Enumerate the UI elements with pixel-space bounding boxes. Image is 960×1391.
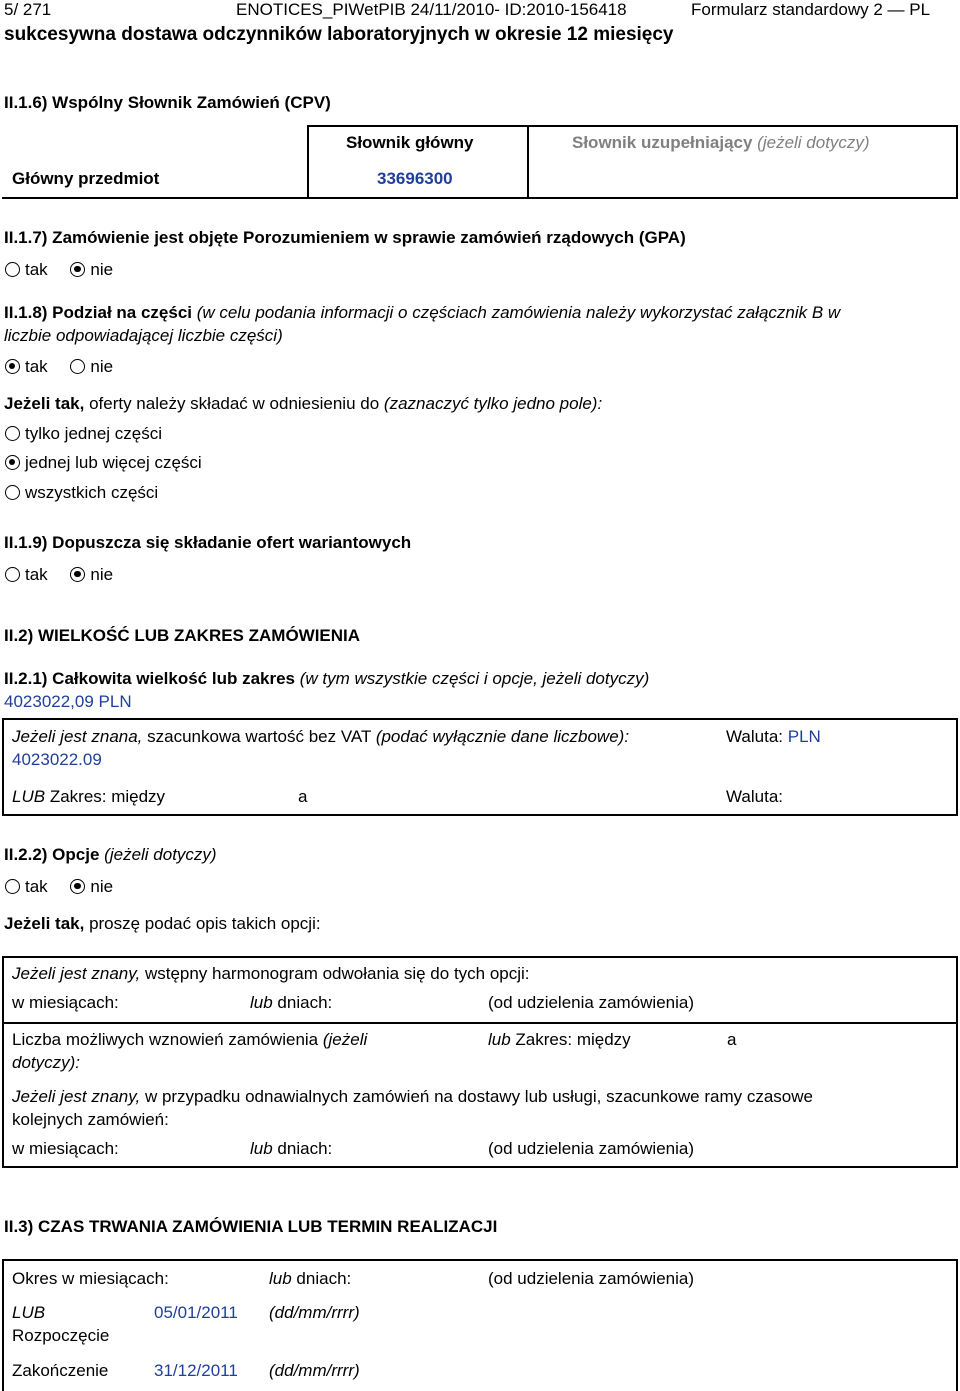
renewals-a: a bbox=[727, 1030, 737, 1049]
variants-heading: II.1.9) Dopuszcza się składanie ofert wariantowych bbox=[4, 533, 412, 552]
duration-days-label: lub dniach: bbox=[269, 1269, 352, 1288]
options-heading-line: II.2.2) Opcje (jeżeli dotyczy) bbox=[4, 845, 217, 864]
lots-note-2: liczbie odpowiadającej liczbie części) bbox=[4, 326, 283, 345]
lots-option-yes[interactable]: tak bbox=[5, 357, 48, 377]
schedule-label: Jeżeli jest znany, wstępny harmonogram odwołania się do tych opcji: bbox=[12, 964, 530, 983]
start-label: Rozpoczęcie bbox=[12, 1326, 110, 1345]
end-date: 31/12/2011 bbox=[154, 1361, 238, 1380]
cpv-col-supplementary bbox=[572, 133, 870, 153]
notice-id: ENOTICES_PIWetPIB 24/11/2010- ID:2010-156418 bbox=[236, 0, 627, 19]
gpa-option-no[interactable]: nie bbox=[70, 260, 113, 280]
start-date: 05/01/2011 bbox=[154, 1303, 238, 1322]
end-date-format: (dd/mm/rrrr) bbox=[269, 1361, 360, 1380]
radio-selected-icon bbox=[70, 879, 85, 894]
cpv-main-code: 33696300 bbox=[377, 169, 453, 188]
cpv-row-label: Główny przedmiot bbox=[12, 169, 160, 188]
contract-title: sukcesywna dostawa odczynników laboratoryjnych w okresie 12 miesięcy bbox=[4, 24, 674, 45]
radio-selected-icon bbox=[70, 262, 85, 277]
recurring-months-label: w miesiącach: bbox=[12, 1139, 119, 1158]
options-if-yes: Jeżeli tak, proszę podać opis takich opcji: bbox=[4, 914, 321, 933]
duration-heading: II.3) CZAS TRWANIA ZAMÓWIENIA LUB TERMIN REALIZACJI bbox=[4, 1217, 498, 1236]
duration-from-award: (od udzielenia zamówienia) bbox=[488, 1269, 695, 1288]
gpa-option-yes[interactable]: tak bbox=[5, 260, 48, 280]
recurring-label-2: kolejnych zamówień: bbox=[12, 1110, 169, 1129]
range-currency-label: Waluta: bbox=[726, 787, 784, 806]
recurring-days-label: lub dniach: bbox=[250, 1139, 333, 1158]
radio-empty-icon bbox=[5, 567, 20, 582]
renewals-range: lub Zakres: między bbox=[488, 1030, 631, 1049]
lots-options bbox=[5, 357, 131, 377]
renewals-note-2: dotyczy): bbox=[12, 1053, 81, 1072]
gpa-options bbox=[5, 260, 131, 280]
options-options bbox=[5, 877, 131, 897]
schedule-days-label: lub dniach: bbox=[250, 993, 333, 1012]
cpv-col-supp-note: (jeżeli dotyczy) bbox=[757, 133, 870, 152]
range-label: LUB Zakres: między bbox=[12, 787, 166, 806]
lots-heading-line bbox=[4, 303, 840, 323]
range-a: a bbox=[298, 787, 308, 806]
recurring-label-1: Jeżeli jest znany, w przypadku odnawialnych zamówień na dostawy lub usługi, szacunkowe ramy czasowe bbox=[12, 1087, 813, 1106]
renewals-label: Liczba możliwych wznowień zamówienia (jeżeli bbox=[12, 1030, 368, 1049]
radio-empty-icon bbox=[5, 262, 20, 277]
lots-note-1: (w celu podania informacji o częściach zamówienia należy wykorzystać załącznik B w bbox=[196, 303, 841, 322]
currency-value: PLN bbox=[787, 727, 821, 746]
variants-options bbox=[5, 565, 131, 585]
variants-option-no[interactable]: nie bbox=[70, 565, 113, 585]
radio-empty-icon bbox=[5, 879, 20, 894]
quantity-sub-heading-line: II.2.1) Całkowita wielkość lub zakres (w tym wszystkie części i opcje, jeżeli dotyczy) bbox=[4, 669, 650, 688]
radio-selected-icon bbox=[70, 567, 85, 582]
estimated-value: 4023022.09 bbox=[12, 750, 102, 769]
radio-empty-icon bbox=[5, 485, 20, 500]
radio-selected-icon bbox=[5, 455, 20, 470]
quantity-heading: II.2) WIELKOŚĆ LUB ZAKRES ZAMÓWIENIA bbox=[4, 626, 361, 645]
schedule-months-label: w miesiącach: bbox=[12, 993, 119, 1012]
cpv-heading: II.1.6) Wspólny Słownik Zamówień (CPV) bbox=[4, 93, 331, 112]
schedule-from-award: (od udzielenia zamówienia) bbox=[488, 993, 695, 1012]
currency: Waluta: PLN bbox=[726, 727, 821, 746]
lots-option-no[interactable]: nie bbox=[70, 357, 113, 377]
lots-heading: II.1.8) Podział na części bbox=[4, 303, 193, 322]
lots-choice-single[interactable]: tylko jednej części bbox=[5, 424, 162, 444]
start-date-format: (dd/mm/rrrr) bbox=[269, 1303, 360, 1322]
recurring-from-award: (od udzielenia zamówienia) bbox=[488, 1139, 695, 1158]
options-option-yes[interactable]: tak bbox=[5, 877, 48, 897]
page-number: 5/ 271 bbox=[4, 0, 52, 19]
lots-choice-all[interactable]: wszystkich części bbox=[5, 483, 158, 503]
variants-option-yes[interactable]: tak bbox=[5, 565, 48, 585]
quantity-total: 4023022,09 PLN bbox=[4, 692, 132, 711]
options-option-no[interactable]: nie bbox=[70, 877, 113, 897]
radio-empty-icon bbox=[5, 426, 20, 441]
form-name: Formularz standardowy 2 — PL bbox=[691, 0, 931, 19]
options-schedule-box bbox=[2, 956, 958, 1168]
duration-period-label: Okres w miesiącach: bbox=[12, 1269, 169, 1288]
radio-selected-icon bbox=[5, 359, 20, 374]
end-label: Zakończenie bbox=[12, 1361, 109, 1380]
lots-choice-one-or-more[interactable]: jednej lub więcej części bbox=[5, 453, 202, 473]
gpa-heading: II.1.7) Zamówienie jest objęte Porozumieniem w sprawie zamówień rządowych (GPA) bbox=[4, 228, 686, 247]
radio-empty-icon bbox=[70, 359, 85, 374]
estimated-value-label: Jeżeli jest znana, szacunkowa wartość bez VAT (podać wyłącznie dane liczbowe): bbox=[12, 727, 630, 746]
lots-if-yes: Jeżeli tak, oferty należy składać w odniesieniu do (zaznaczyć tylko jedno pole): bbox=[4, 394, 603, 413]
cpv-col-main: Słownik główny bbox=[346, 133, 474, 152]
start-lub: LUB bbox=[12, 1303, 46, 1322]
cpv-col-supp-label: Słownik uzupełniający bbox=[572, 133, 753, 152]
